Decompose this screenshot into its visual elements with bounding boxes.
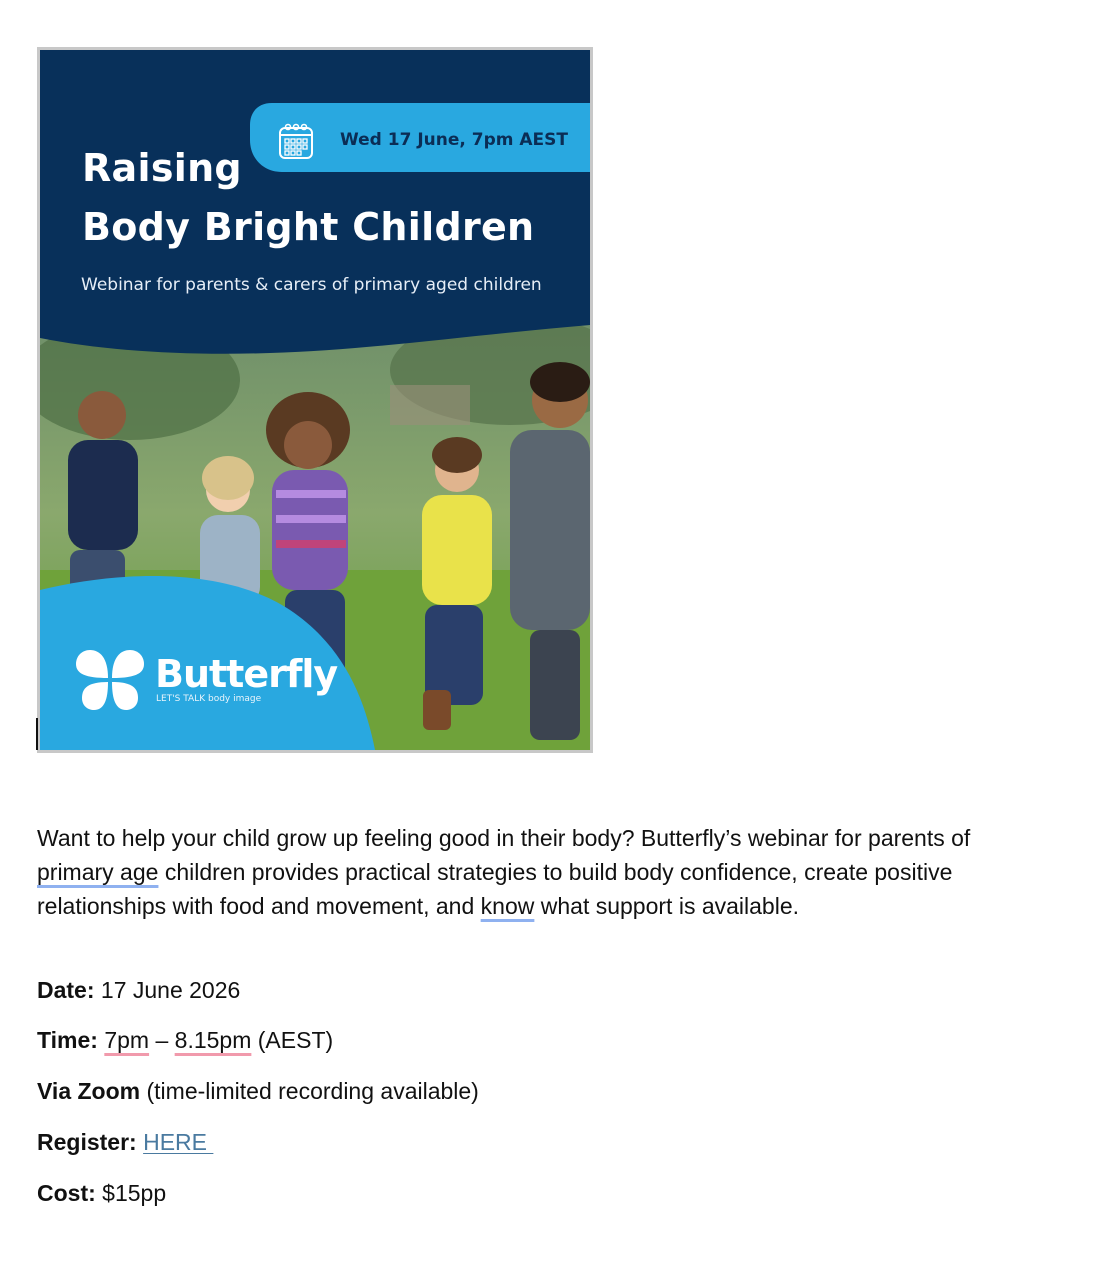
via-label: Via Zoom [37,1078,141,1104]
flyer-subtitle: Webinar for parents & carers of primary aged children [81,275,542,295]
spelling-flag-7pm[interactable]: 7pm [104,1027,150,1053]
webinar-flyer-image [37,47,593,753]
register-link[interactable]: HERE [143,1129,214,1155]
time-dash: – [149,1027,175,1053]
grammar-flag-primary-age[interactable]: primary age [37,859,159,885]
grammar-flag-know[interactable]: know [480,893,535,919]
intro-paragraph [37,821,1037,923]
date-value: 17 June 2026 [94,977,241,1003]
flyer-brand-tagline: LET'S TALK body image [156,694,262,704]
via-line [37,1078,479,1105]
intro-text-2: children provides practical strategies to build body confidence, create positive relationships with food and movement, and [37,859,953,919]
calendar-icon [278,122,314,160]
intro-text-1: Want to help your child grow up feeling good in their body? Butterfly’s webinar for parents of [37,825,971,851]
via-value: (time-limited recording available) [140,1078,479,1104]
cost-value: $15pp [95,1180,167,1206]
flyer-title-line2: Body Bright Children [82,205,535,249]
intro-text-3: what support is available. [534,893,800,919]
register-label: Register: [37,1129,137,1155]
date-line [37,977,240,1004]
register-line [37,1129,213,1156]
text-cursor [36,718,38,750]
time-label: Time: [37,1027,98,1053]
flyer-title-line1: Raising [82,146,242,190]
cost-label: Cost: [37,1180,96,1206]
spelling-flag-8-15pm[interactable]: 8.15pm [174,1027,252,1053]
date-label: Date: [37,977,95,1003]
time-zone: (AEST) [251,1027,334,1053]
time-line [37,1027,333,1054]
flyer-brand-name: Butterfly [155,652,338,696]
cost-line [37,1180,166,1207]
butterfly-logo-icon [76,648,144,712]
flyer-date-badge: Wed 17 June, 7pm AEST [340,130,569,150]
